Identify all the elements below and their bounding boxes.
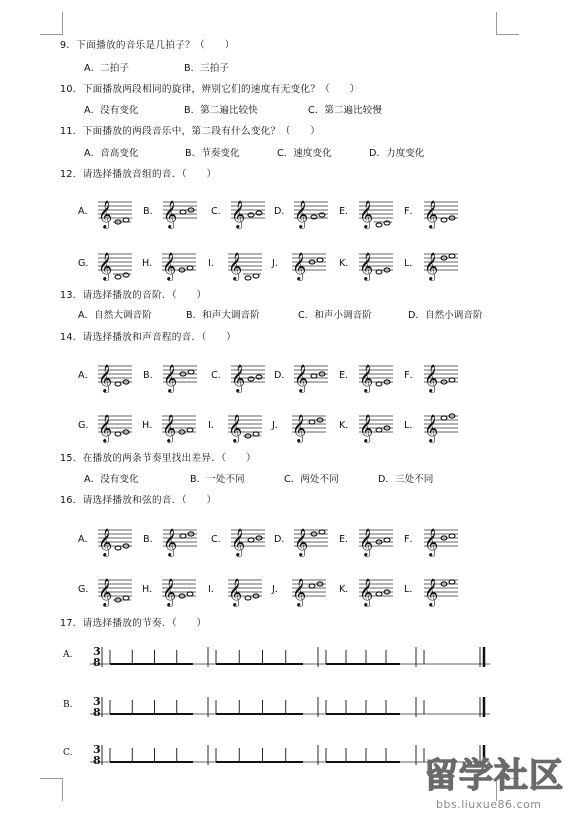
option[interactable]: A．没有变化: [84, 105, 139, 116]
staff-option-label: L．: [404, 584, 419, 595]
treble-clef-icon: 𝄞: [98, 528, 113, 556]
staff-option-label: C．: [211, 534, 228, 545]
whole-note-icon: [180, 210, 186, 214]
whole-note-icon: [376, 382, 382, 386]
time-signature-bottom: 8: [93, 656, 101, 669]
whole-note-icon: [449, 254, 455, 258]
treble-clef-icon: 𝄞: [424, 200, 439, 228]
whole-note-icon: [319, 213, 325, 217]
staff-option-label: F．: [404, 534, 420, 545]
whole-note-icon: [248, 377, 254, 381]
time-signature-bottom: 8: [93, 754, 101, 767]
whole-note-icon: [449, 534, 455, 538]
option[interactable]: C．速度变化: [277, 148, 332, 159]
staff-option-label: E．: [339, 370, 355, 381]
treble-staff-icon: [98, 242, 132, 282]
treble-clef-icon: 𝄞: [231, 200, 246, 228]
treble-clef-icon: 𝄞: [424, 578, 439, 606]
whole-note-icon: [449, 580, 455, 584]
staff-option-label: B．: [143, 370, 160, 381]
treble-staff-icon: [163, 190, 197, 230]
treble-clef-icon: 𝄞: [359, 578, 374, 606]
treble-staff-icon: [424, 190, 458, 230]
treble-clef-icon: 𝄞: [98, 364, 113, 392]
staff-option-label: K．: [339, 420, 355, 431]
whole-note-icon: [384, 538, 390, 542]
question-15-options: [84, 471, 504, 485]
whole-note-icon: [115, 382, 121, 386]
staff-option-row: [0, 568, 587, 608]
question-11: 11．下面播放的两段音乐中，第二段有什么变化？（ ）: [60, 126, 321, 137]
whole-note-icon: [248, 213, 254, 217]
rhythm-option-label: A.: [63, 650, 73, 660]
whole-note-icon: [256, 211, 262, 215]
margin-corner-top-left: [40, 12, 63, 35]
whole-note-icon: [376, 592, 382, 596]
treble-staff-icon: [424, 568, 458, 608]
treble-staff-icon: [162, 404, 196, 444]
whole-note-icon: [256, 375, 262, 379]
treble-staff-icon: [292, 568, 326, 608]
staff-option-label: L．: [404, 420, 419, 431]
time-signature-bottom: 8: [93, 706, 101, 719]
treble-staff-icon: [359, 404, 393, 444]
whole-note-icon: [187, 592, 193, 596]
staff-option-row: [0, 354, 587, 394]
staff-option-label: H．: [142, 420, 159, 431]
whole-note-icon: [449, 378, 455, 382]
rhythm-staff[interactable]: [90, 642, 490, 672]
watermark-url: bbs.liuxue86.com: [436, 798, 542, 811]
staff-option-label: D．: [274, 206, 291, 217]
whole-note-icon: [309, 420, 315, 424]
treble-staff-icon: [294, 190, 328, 230]
option[interactable]: B．三拍子: [184, 63, 229, 74]
staff-option-label: A．: [78, 370, 95, 381]
treble-clef-icon: 𝄞: [359, 364, 374, 392]
treble-clef-icon: 𝄞: [162, 252, 177, 280]
option[interactable]: B．和声大调音阶: [186, 310, 260, 321]
treble-clef-icon: 𝄞: [294, 528, 309, 556]
treble-staff-icon: [359, 242, 393, 282]
option[interactable]: C．两处不同: [284, 474, 339, 485]
treble-clef-icon: 𝄞: [228, 252, 243, 280]
treble-staff-icon: [98, 404, 132, 444]
whole-note-icon: [245, 276, 251, 280]
time-signature-top: 3: [93, 645, 101, 658]
staff-option-label: A．: [78, 534, 95, 545]
staff-option-label: L．: [404, 258, 419, 269]
staff-option-row: [0, 518, 587, 558]
whole-note-icon: [248, 538, 254, 542]
treble-clef-icon: 𝄞: [163, 200, 178, 228]
treble-clef-icon: 𝄞: [292, 578, 307, 606]
staff-option-row: [0, 190, 587, 230]
time-signature-top: 3: [93, 695, 101, 708]
whole-note-icon: [180, 534, 186, 538]
whole-note-icon: [441, 218, 447, 222]
whole-note-icon: [317, 258, 323, 262]
whole-note-icon: [115, 546, 121, 550]
treble-staff-icon: [228, 568, 262, 608]
staff-option-label: G．: [78, 420, 96, 431]
question-17: 17．请选择播放的节奏．（ ）: [60, 618, 207, 629]
treble-staff-icon: [424, 242, 458, 282]
whole-note-icon: [311, 215, 317, 219]
whole-note-icon: [376, 270, 382, 274]
whole-note-icon: [123, 273, 129, 277]
treble-clef-icon: 𝄞: [359, 200, 374, 228]
whole-note-icon: [376, 223, 382, 227]
staff-option-label: F．: [404, 370, 420, 381]
staff-option-label: H．: [142, 584, 159, 595]
option[interactable]: C．和声小调音阶: [298, 310, 372, 321]
treble-clef-icon: 𝄞: [424, 528, 439, 556]
option[interactable]: B．一处不同: [190, 474, 245, 485]
treble-clef-icon: 𝄞: [231, 528, 246, 556]
watermark-logo-text: 留学社区: [424, 756, 564, 796]
treble-staff-icon: [228, 404, 262, 444]
treble-staff-icon: [231, 518, 265, 558]
staff-option-row: [0, 242, 587, 282]
treble-staff-icon: [231, 354, 265, 394]
treble-clef-icon: 𝄞: [98, 200, 113, 228]
treble-clef-icon: 𝄞: [98, 414, 113, 442]
staff-option-label: I．: [208, 584, 221, 595]
rhythm-option-label: C.: [63, 748, 73, 758]
option[interactable]: D．自然小调音阶: [408, 310, 483, 321]
treble-staff-icon: [228, 242, 262, 282]
question-14: 14．请选择播放和声音程的音．（ ）: [60, 332, 237, 343]
treble-clef-icon: 𝄞: [231, 364, 246, 392]
rhythm-staff[interactable]: [90, 692, 490, 722]
whole-note-icon: [123, 218, 129, 222]
treble-staff-icon: [359, 354, 393, 394]
staff-option-label: J．: [272, 584, 285, 595]
treble-staff-icon: [292, 404, 326, 444]
whole-note-icon: [384, 221, 390, 225]
staff-option-label: K．: [339, 584, 355, 595]
option[interactable]: B．节奏变化: [185, 148, 240, 159]
treble-staff-icon: [98, 518, 132, 558]
question-10-options: [84, 102, 484, 116]
treble-clef-icon: 𝄞: [98, 252, 113, 280]
treble-clef-icon: 𝄞: [163, 364, 178, 392]
treble-clef-icon: 𝄞: [292, 252, 307, 280]
staff-option-label: C．: [211, 370, 228, 381]
option[interactable]: D．三处不同: [378, 474, 434, 485]
whole-note-icon: [319, 530, 325, 534]
treble-staff-icon: [98, 568, 132, 608]
staff-option-label: D．: [274, 370, 291, 381]
staff-option-label: E．: [339, 534, 355, 545]
margin-corner-bottom-left: [40, 778, 63, 801]
treble-clef-icon: 𝄞: [294, 364, 309, 392]
staff-option-label: E．: [339, 206, 355, 217]
treble-staff-icon: [162, 568, 196, 608]
treble-staff-icon: [292, 242, 326, 282]
treble-clef-icon: 𝄞: [228, 414, 243, 442]
treble-staff-icon: [359, 568, 393, 608]
treble-staff-icon: [359, 190, 393, 230]
option[interactable]: A．二拍子: [84, 63, 129, 74]
option[interactable]: A．自然大调音阶: [78, 310, 152, 321]
treble-staff-icon: [359, 518, 393, 558]
treble-staff-icon: [424, 518, 458, 558]
treble-clef-icon: 𝄞: [424, 414, 439, 442]
staff-option-label: K．: [339, 258, 355, 269]
option[interactable]: D．力度变化: [369, 148, 425, 159]
treble-clef-icon: 𝄞: [359, 414, 374, 442]
staff-option-label: G．: [78, 584, 96, 595]
rhythm-option-label: B.: [63, 700, 73, 710]
question-15: 15．在播放的两条节奏里找出差异．（ ）: [60, 453, 256, 464]
staff-option-label: I．: [208, 258, 221, 269]
whole-note-icon: [115, 275, 121, 279]
whole-note-icon: [311, 374, 317, 378]
treble-clef-icon: 𝄞: [98, 578, 113, 606]
staff-option-label: G．: [78, 258, 96, 269]
treble-clef-icon: 𝄞: [292, 414, 307, 442]
staff-option-label: J．: [272, 420, 285, 431]
whole-note-icon: [115, 432, 121, 436]
question-11-options: [84, 145, 504, 159]
treble-clef-icon: 𝄞: [424, 252, 439, 280]
treble-clef-icon: 𝄞: [359, 252, 374, 280]
option[interactable]: B．第二遍比较快: [184, 105, 258, 116]
staff-option-label: D．: [274, 534, 291, 545]
whole-note-icon: [376, 428, 382, 432]
whole-note-icon: [123, 596, 129, 600]
treble-clef-icon: 𝄞: [294, 200, 309, 228]
margin-corner-top-right: [496, 12, 519, 35]
question-13-options: [78, 307, 518, 321]
rhythm-option-row: [0, 692, 587, 722]
treble-staff-icon: [424, 354, 458, 394]
question-9: 9．下面播放的音乐是几拍子？（ ）: [60, 40, 235, 51]
staff-option-label: B．: [143, 534, 160, 545]
time-signature-top: 3: [93, 743, 101, 756]
whole-note-icon: [253, 274, 259, 278]
whole-note-icon: [187, 266, 193, 270]
question-9-options: [84, 60, 384, 74]
question-16: 16．请选择播放和弦的音．（ ）: [60, 495, 217, 506]
question-13: 13．请选择播放的音阶．（ ）: [60, 290, 207, 301]
treble-staff-icon: [98, 354, 132, 394]
whole-note-icon: [187, 428, 193, 432]
whole-note-icon: [253, 432, 259, 436]
option[interactable]: C．第二遍比较慢: [308, 105, 382, 116]
treble-clef-icon: 𝄞: [424, 364, 439, 392]
treble-clef-icon: 𝄞: [359, 528, 374, 556]
staff-option-label: H．: [142, 258, 159, 269]
whole-note-icon: [245, 596, 251, 600]
staff-option-label: A．: [78, 206, 95, 217]
staff-option-row: [0, 404, 587, 444]
option[interactable]: A．音高变化: [84, 148, 139, 159]
staff-option-label: J．: [272, 258, 285, 269]
staff-option-label: C．: [211, 206, 228, 217]
staff-option-label: I．: [208, 420, 221, 431]
treble-staff-icon: [162, 242, 196, 282]
treble-staff-icon: [98, 190, 132, 230]
staff-option-label: B．: [143, 206, 160, 217]
treble-clef-icon: 𝄞: [228, 578, 243, 606]
whole-note-icon: [309, 584, 315, 588]
treble-staff-icon: [294, 518, 328, 558]
treble-clef-icon: 𝄞: [162, 578, 177, 606]
watermark: [416, 748, 586, 822]
treble-staff-icon: [294, 354, 328, 394]
treble-staff-icon: [163, 518, 197, 558]
option[interactable]: A．没有变化: [84, 474, 139, 485]
question-10: 10．下面播放两段相同的旋律，辨别它们的速度有无变化？（ ）: [60, 84, 360, 95]
treble-staff-icon: [231, 190, 265, 230]
staff-option-label: F．: [404, 206, 420, 217]
rhythm-option-row: [0, 642, 587, 672]
treble-staff-icon: [424, 404, 458, 444]
whole-note-icon: [188, 370, 194, 374]
treble-staff-icon: [163, 354, 197, 394]
question-12: 12．请选择播放音组的音．（ ）: [60, 169, 217, 180]
treble-clef-icon: 𝄞: [162, 414, 177, 442]
treble-clef-icon: 𝄞: [163, 528, 178, 556]
whole-note-icon: [441, 416, 447, 420]
